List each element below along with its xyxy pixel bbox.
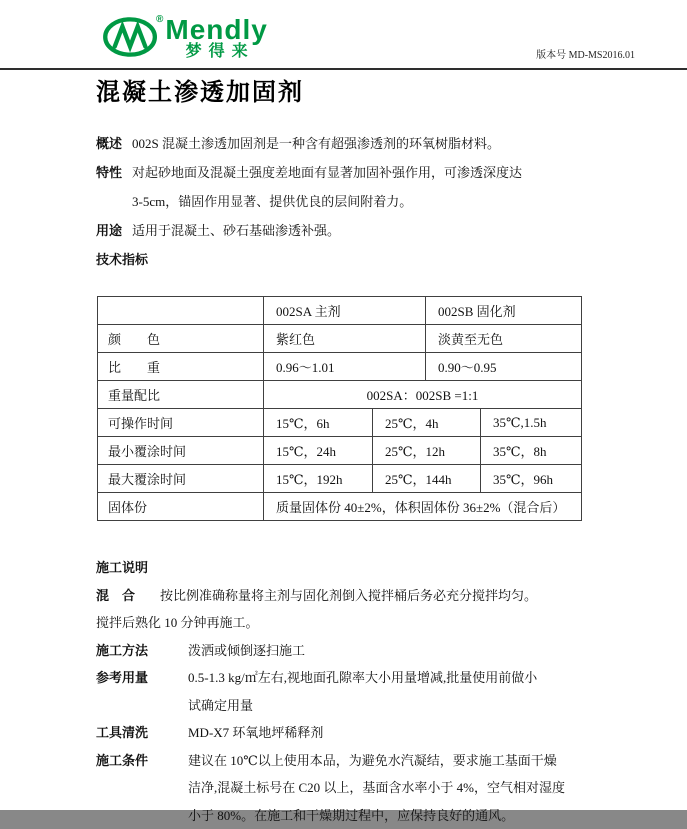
mendly-oval-m-icon xyxy=(102,16,160,58)
dosage-label: 参考用量 xyxy=(96,664,188,719)
section-mixing xyxy=(96,582,641,610)
section-usage xyxy=(96,216,641,245)
cell-minrecoat-label: 最小覆涂时间 xyxy=(98,437,264,465)
cell-potlife-25: 25℃，4h xyxy=(373,409,481,437)
overview-label: 概述 xyxy=(96,129,132,158)
conditions-label: 施工条件 xyxy=(96,747,188,829)
section-overview xyxy=(96,129,641,158)
section-dosage xyxy=(96,664,641,719)
section-tool-cleaning xyxy=(96,719,641,747)
cell-potlife-35: 35℃,1.5h xyxy=(481,409,582,437)
dosage-text xyxy=(188,664,641,719)
brand-logo xyxy=(102,16,268,61)
conditions-text xyxy=(188,747,641,829)
brand-name-cn: 梦得来 xyxy=(186,43,255,61)
table-row-max-recoat xyxy=(98,465,582,493)
cell-maxrecoat-35: 35℃，96h xyxy=(481,465,582,493)
table-row-header xyxy=(98,297,582,325)
section-conditions xyxy=(96,747,641,829)
table-row-color xyxy=(98,325,582,353)
construction-section xyxy=(96,554,641,829)
features-line-2: 3-5cm，锚固作用显著、提供优良的层间附着力。 xyxy=(132,187,641,216)
features-label: 特性 xyxy=(96,158,132,216)
overview-text: 002S 混凝土渗透加固剂是一种含有超强渗透剂的环氧树脂材料。 xyxy=(132,129,641,158)
table-row-solids xyxy=(98,493,582,521)
document-body xyxy=(96,79,641,829)
section-features xyxy=(96,158,641,216)
cell-potlife-label: 可操作时间 xyxy=(98,409,264,437)
cell-maxrecoat-label: 最大覆涂时间 xyxy=(98,465,264,493)
cleaning-text: MD-X7 环氧地坪稀释剂 xyxy=(188,719,641,747)
version-number: 版本号 MD-MS2016.01 xyxy=(536,46,635,61)
method-text: 泼洒或倾倒逐扫施工 xyxy=(188,637,641,665)
cell-gravity-a: 0.96～1.01 xyxy=(264,353,426,381)
brand-text xyxy=(165,17,267,61)
intro-sections xyxy=(96,129,641,274)
cell-minrecoat-15: 15℃，24h xyxy=(264,437,373,465)
header-divider xyxy=(0,68,687,70)
cell-ratio-label: 重量配比 xyxy=(98,381,264,409)
cell-color-a: 紫红色 xyxy=(264,325,426,353)
features-line-1: 对起砂地面及混凝土强度差地面有显著加固补强作用，可渗透深度达 xyxy=(132,158,641,187)
cell-gravity-b: 0.90～0.95 xyxy=(426,353,582,381)
conditions-line-2: 洁净,混凝土标号在 C20 以上，基面含水率小于 4%，空气相对湿度 xyxy=(188,774,641,802)
cell-potlife-15: 15℃，6h xyxy=(264,409,373,437)
cell-gravity-label: 比 重 xyxy=(98,353,264,381)
brand-name-en: Mendly xyxy=(165,17,267,43)
cell-solids-value: 质量固体份 40±2%，体积固体份 36±2%（混合后） xyxy=(264,493,582,521)
method-label: 施工方法 xyxy=(96,637,188,665)
cell-ratio-value: 002SA：002SB =1:1 xyxy=(264,381,582,409)
mixing-label: 混 合 xyxy=(96,582,160,610)
features-text xyxy=(132,158,641,216)
table-row-pot-life xyxy=(98,409,582,437)
mixing-line-1: 按比例准确称量将主剂与固化剂倒入搅拌桶后务必充分搅拌均匀。 xyxy=(160,582,641,610)
registered-trademark-icon: ® xyxy=(156,14,163,25)
cell-minrecoat-35: 35℃，8h xyxy=(481,437,582,465)
dosage-line-2: 试确定用量 xyxy=(188,692,641,720)
cell-maxrecoat-15: 15℃，192h xyxy=(264,465,373,493)
cell-color-label: 颜 色 xyxy=(98,325,264,353)
conditions-line-3: 小于 80%。在施工和干燥期过程中，应保持良好的通风。 xyxy=(188,802,641,829)
cell-002sa-header: 002SA 主剂 xyxy=(264,297,426,325)
dosage-line-1: 0.5-1.3 kg/㎡左右,视地面孔隙率大小用量增减,批量使用前做小 xyxy=(188,664,641,692)
table-row-gravity xyxy=(98,353,582,381)
table-row-min-recoat xyxy=(98,437,582,465)
tech-specs-table xyxy=(97,296,582,521)
usage-text: 适用于混凝土、砂石基础渗透补强。 xyxy=(132,216,641,245)
cell-color-b: 淡黄至无色 xyxy=(426,325,582,353)
table-row-mix-ratio xyxy=(98,381,582,409)
cell-002sb-header: 002SB 固化剂 xyxy=(426,297,582,325)
cell-minrecoat-25: 25℃，12h xyxy=(373,437,481,465)
page-title: 混凝土渗透加固剂 xyxy=(96,79,641,107)
section-method xyxy=(96,637,641,665)
cell-maxrecoat-25: 25℃，144h xyxy=(373,465,481,493)
conditions-line-1: 建议在 10℃以上使用本品，为避免水汽凝结，要求施工基面干燥 xyxy=(188,747,641,775)
tech-specs-heading: 技术指标 xyxy=(96,245,641,274)
mixing-line-2: 搅拌后熟化 10 分钟再施工。 xyxy=(96,609,641,637)
cleaning-label: 工具清洗 xyxy=(96,719,188,747)
construction-heading: 施工说明 xyxy=(96,554,641,582)
cell-blank xyxy=(98,297,264,325)
cell-solids-label: 固体份 xyxy=(98,493,264,521)
usage-label: 用途 xyxy=(96,216,132,245)
